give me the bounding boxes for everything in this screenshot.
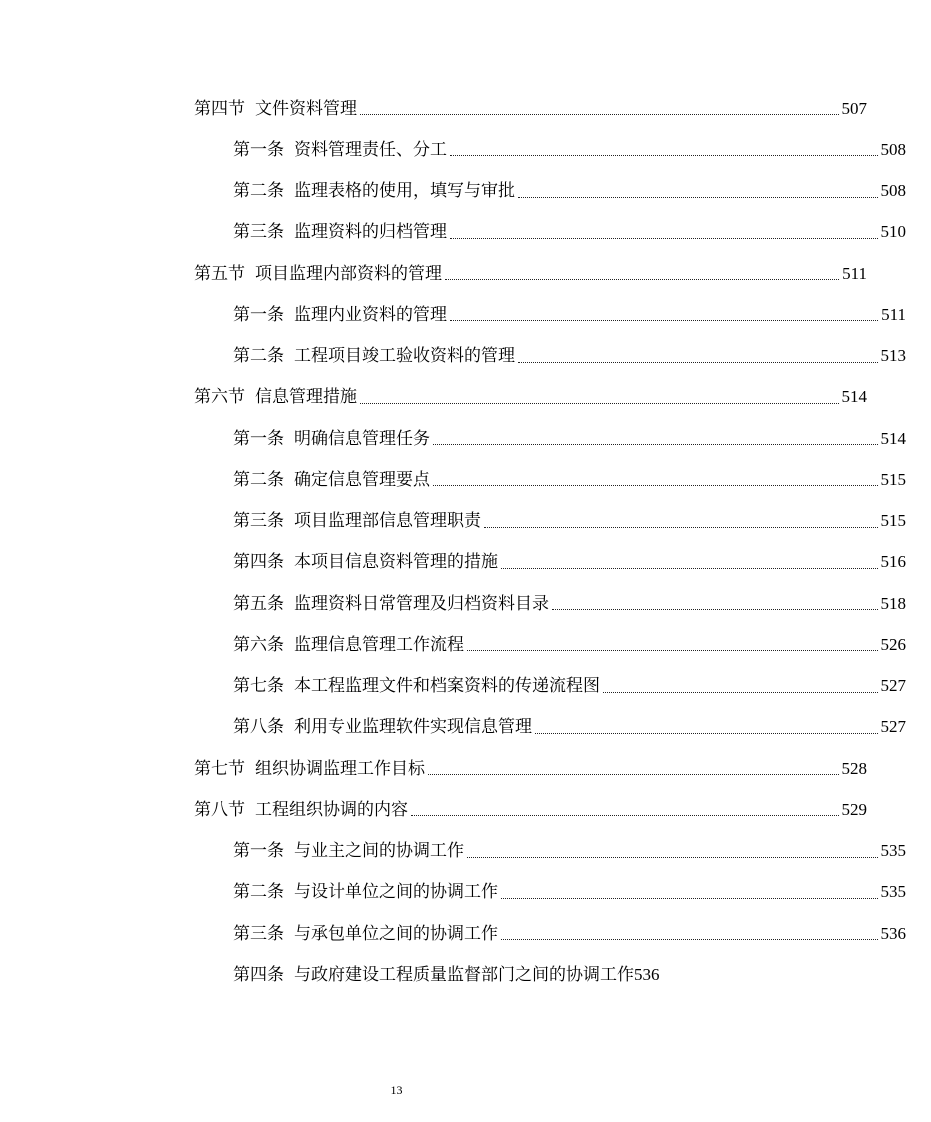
dot-leader <box>360 114 839 115</box>
toc-entry-title: 确定信息管理要点 <box>294 469 430 490</box>
toc-entry-page: 508 <box>880 181 906 201</box>
toc-entry-number: 第四条 <box>233 552 284 573</box>
toc-entry-title: 工程项目竣工验收资料的管理 <box>294 346 515 367</box>
toc-entry-page: 507 <box>841 98 867 118</box>
toc-entry[interactable] <box>0 212 906 253</box>
dot-leader <box>484 527 878 528</box>
dot-leader <box>450 238 878 239</box>
toc-entry-number: 第四条 <box>233 964 284 985</box>
dot-leader <box>535 733 878 734</box>
dot-leader <box>411 815 839 816</box>
dot-leader <box>518 197 878 198</box>
dot-leader <box>467 857 878 858</box>
toc-entry-title: 与承包单位之间的协调工作 <box>294 923 498 944</box>
toc-entry-page: 515 <box>880 469 906 489</box>
toc-entry-title: 与设计单位之间的协调工作 <box>294 882 498 903</box>
toc-entry[interactable] <box>0 294 906 335</box>
toc-entry-title: 信息管理措施 <box>255 387 357 408</box>
toc-entry-number: 第二条 <box>233 181 284 202</box>
toc-entry[interactable] <box>0 336 906 377</box>
toc-entry[interactable] <box>0 872 906 913</box>
toc-entry-title: 项目监理部信息管理职责 <box>294 511 481 532</box>
toc-entry-page: 527 <box>880 717 906 737</box>
toc-entry-title: 监理表格的使用，填写与审批 <box>294 181 515 202</box>
dot-leader <box>433 444 878 445</box>
toc-entry-number: 第四节 <box>194 98 245 119</box>
dot-leader <box>450 320 878 321</box>
toc-entry[interactable] <box>0 88 867 129</box>
dot-leader <box>501 939 878 940</box>
toc-entry-number: 第八节 <box>194 799 245 820</box>
dot-leader <box>501 898 878 899</box>
toc-entry-number: 第三条 <box>233 511 284 532</box>
toc-entry[interactable] <box>0 542 906 583</box>
toc-entry-number: 第七条 <box>233 676 284 697</box>
toc-entry[interactable] <box>0 377 867 418</box>
toc-entry-title: 文件资料管理 <box>255 98 357 119</box>
table-of-contents <box>0 88 906 996</box>
toc-entry-title: 监理内业资料的管理 <box>294 304 447 325</box>
toc-entry-page: 516 <box>880 552 906 572</box>
toc-entry-title: 工程组织协调的内容 <box>255 799 408 820</box>
toc-entry-title: 本工程监理文件和档案资料的传递流程图 <box>294 676 600 697</box>
toc-entry-number: 第八条 <box>233 717 284 738</box>
toc-entry-number: 第六条 <box>233 634 284 655</box>
toc-entry-number: 第一条 <box>233 841 284 862</box>
toc-entry-page: 527 <box>880 676 906 696</box>
dot-leader <box>467 650 878 651</box>
dot-leader <box>501 568 878 569</box>
toc-entry-page: 526 <box>880 634 906 654</box>
toc-entry-page: 508 <box>880 139 906 159</box>
toc-entry-number: 第六节 <box>194 387 245 408</box>
toc-entry[interactable] <box>0 129 906 170</box>
toc-entry[interactable] <box>0 831 906 872</box>
toc-entry[interactable] <box>0 171 906 212</box>
toc-entry-page: 518 <box>880 593 906 613</box>
dot-leader <box>433 485 878 486</box>
dot-leader <box>360 403 839 404</box>
toc-entry-title: 与业主之间的协调工作 <box>294 841 464 862</box>
toc-entry-page: 510 <box>880 222 906 242</box>
toc-entry[interactable] <box>0 707 906 748</box>
toc-entry-title: 监理资料的归档管理 <box>294 222 447 243</box>
toc-entry[interactable] <box>0 748 867 789</box>
toc-entry[interactable] <box>0 913 906 954</box>
toc-entry-title: 监理资料日常管理及归档资料目录 <box>294 593 549 614</box>
toc-entry-page: 535 <box>880 841 906 861</box>
dot-leader <box>518 362 878 363</box>
toc-entry-page: 511 <box>881 304 906 324</box>
dot-leader <box>603 692 878 693</box>
toc-entry-title: 明确信息管理任务 <box>294 428 430 449</box>
toc-entry-page: 515 <box>880 511 906 531</box>
toc-entry-page: 536 <box>634 964 660 984</box>
toc-entry-title: 利用专业监理软件实现信息管理 <box>294 717 532 738</box>
toc-entry[interactable] <box>0 789 867 830</box>
page-number: 13 <box>390 1083 403 1097</box>
toc-entry-page: 536 <box>880 923 906 943</box>
dot-leader <box>428 774 839 775</box>
toc-entry[interactable] <box>0 418 906 459</box>
toc-entry-page: 514 <box>880 428 906 448</box>
dot-leader <box>445 279 839 280</box>
toc-entry[interactable] <box>0 501 906 542</box>
toc-entry-page: 513 <box>880 346 906 366</box>
dot-leader <box>552 609 878 610</box>
toc-entry-page: 528 <box>841 758 867 778</box>
toc-entry[interactable] <box>0 253 867 294</box>
toc-entry-number: 第三条 <box>233 222 284 243</box>
toc-entry-number: 第二条 <box>233 882 284 903</box>
toc-entry-title: 本项目信息资料管理的措施 <box>294 552 498 573</box>
toc-entry-number: 第五条 <box>233 593 284 614</box>
toc-entry-title: 资料管理责任、分工 <box>294 139 447 160</box>
toc-entry-number: 第一条 <box>233 304 284 325</box>
toc-entry[interactable] <box>0 624 906 665</box>
toc-entry-number: 第二条 <box>233 469 284 490</box>
toc-entry[interactable] <box>0 583 906 624</box>
toc-entry-title: 与政府建设工程质量监督部门之间的协调工作 <box>294 964 634 985</box>
toc-entry-number: 第三条 <box>233 923 284 944</box>
toc-entry[interactable] <box>0 954 931 995</box>
toc-entry-title: 项目监理内部资料的管理 <box>255 263 442 284</box>
dot-leader <box>450 155 878 156</box>
toc-entry-number: 第七节 <box>194 758 245 779</box>
toc-entry-number: 第二条 <box>233 346 284 367</box>
toc-entry-title: 监理信息管理工作流程 <box>294 634 464 655</box>
toc-entry-page: 535 <box>880 882 906 902</box>
toc-entry-page: 514 <box>841 387 867 407</box>
toc-entry-number: 第一条 <box>233 139 284 160</box>
toc-entry-number: 第一条 <box>233 428 284 449</box>
toc-entry-page: 529 <box>841 799 867 819</box>
toc-entry-title: 组织协调监理工作目标 <box>255 758 425 779</box>
toc-entry-page: 511 <box>842 263 867 283</box>
toc-entry[interactable] <box>0 666 906 707</box>
toc-entry[interactable] <box>0 459 906 500</box>
toc-entry-number: 第五节 <box>194 263 245 284</box>
